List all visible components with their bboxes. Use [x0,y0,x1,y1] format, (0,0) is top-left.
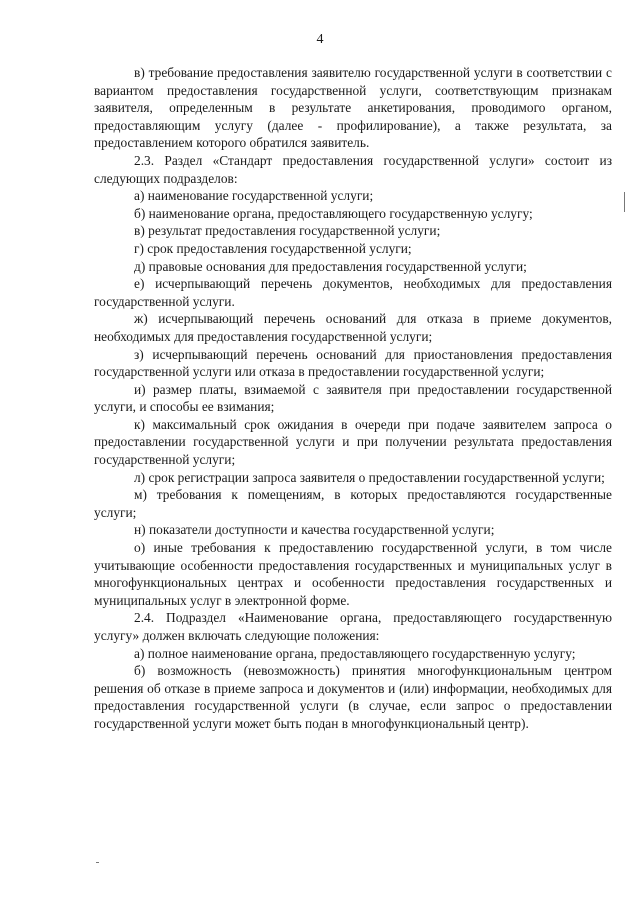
list-item-z: з) исчерпывающий перечень оснований для приостановления предоставления государственной услуги или отказа в предоставлении государственной услуги; [94,346,612,380]
paragraph-item-v: в) требование предоставления заявителю государственной услуги в соответствии с вариантом предоставления государственной услуги, соответствующим признакам заявителя, определенным в результате анкетирования, проводимого органом, предоставляющим услугу (далее - профилирование), а также результата, за предоставлением которого обратился заявитель. [94,65,612,151]
list-item-d: д) правовые основания для предоставления государственной услуги; [134,258,527,274]
scan-artifact-mark [624,192,625,212]
paragraph-2-3: 2.3. Раздел «Стандарт предоставления государственной услуги» состоит из следующих подразделов: [94,152,612,186]
scan-artifact-mark [96,862,99,863]
document-body [94,64,612,733]
list-item-a-2: а) полное наименование органа, предоставляющего государственную услугу; [134,645,576,661]
page-number: 4 [316,32,324,47]
list-item-o: о) иные требования к предоставлению государственной услуги, в том числе учитывающие особенности предоставления государственных и муниципальных услуг в многофункциональных центрах и особенности предоставления государственных и муниципальных услуг в электронной форме. [94,540,612,608]
list-item-l: л) срок регистрации запроса заявителя о предоставлении государственной услуги; [134,469,605,485]
list-item-g: г) срок предоставления государственной услуги; [134,240,412,256]
list-item-e: е) исчерпывающий перечень документов, необходимых для предоставления государственной услуги. [94,276,612,309]
list-item-n: н) показатели доступности и качества государственной услуги; [134,522,495,538]
list-item-m: м) требования к помещениям, в которых предоставляются государственные услуги; [94,487,612,520]
list-item-v: в) результат предоставления государственной услуги; [134,223,441,239]
list-item-k: к) максимальный срок ожидания в очереди при подаче заявителем запроса о предоставлении государственной услуги и при получении результата предоставления государственной услуги; [94,416,612,468]
list-item-b-2: б) возможность (невозможность) принятия многофункциональным центром решения об отказе в приеме запроса и документов и (или) информации, необходимых для предоставления государственной услуги (в случае, если запрос о предоставлении государственной услуги может быть подан в многофункциональный центр). [94,663,612,731]
list-item-zh: ж) исчерпывающий перечень оснований для отказа в приеме документов, необходимых для предоставления государственной услуги; [94,311,612,344]
list-item-i: и) размер платы, взимаемой с заявителя при предоставлении государственной услуги, и способы ее взимания; [94,381,612,415]
paragraph-2-4: 2.4. Подраздел «Наименование органа, предоставляющего государственную услугу» должен включать следующие положения: [94,610,612,643]
list-item-b: б) наименование органа, предоставляющего государственную услугу; [134,205,533,221]
list-item-a: а) наименование государственной услуги; [134,188,374,204]
